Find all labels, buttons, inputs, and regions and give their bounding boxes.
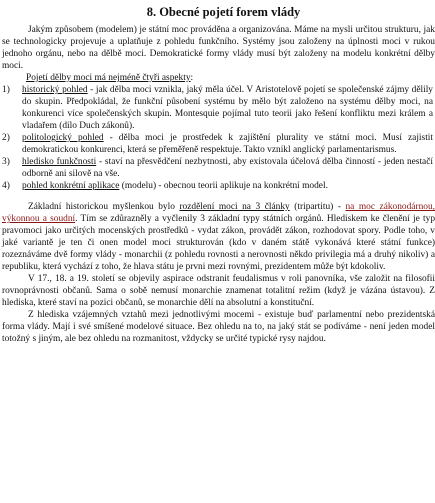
aspect-text: - staví na přesvědčení nezbytnosti, aby existovala účelová dělba činností - jeden nestačí odborně ani silově na vše. <box>22 157 433 179</box>
paragraph-spacer <box>0 192 435 201</box>
aspect-number: 3) <box>2 157 10 167</box>
page-title: 8. Obecné pojetí forem vlády <box>146 5 301 19</box>
basic-idea-highlight: na moc zákonodárnou, výkonnou a soudní <box>2 202 435 224</box>
aspects-subheading-text: Pojetí dělby moci má nejméně čtyři aspekty <box>26 73 191 83</box>
aspect-item <box>0 132 435 156</box>
basic-idea-rest: . Tím se zdůrazněly a vyčlenily 3 základní typy státních orgánů. Hlediskem ke členění je typ pravomoci jako určitých mocenských prostředků - vydat zákon, provádět zákon, rozhodovat spory. Podle toho, v jaké variantě je ten či onen model moci strukturován (kdo v daném státě vykonává které státní funkce) rozeznáváme dvě formy vlády - monarchii (z pohledu rovnosti a nerovnosti někdo privilegia má a druhý nikoliv) a republiku, která vychází z toho, že hlava státu je prvni mezi rovnými, prezidentem může být kdokoliv. <box>2 214 435 272</box>
intro-paragraph: Jakým způsobem (modelem) je státní moc prováděna a organizována. Máme na mysli určitou strukturu, jak se technologicky projevuje a uplatňuje z pohledu funkčního. Systémy jsou založeny na úplnosti moci v rukou jednoho orgánu, nebo na dělbě moci. Demokratické formy vlády musí být založeny na modelu konkrétní dělby moci. <box>2 25 435 71</box>
aspect-term: pohled konkrétní aplikace <box>22 181 120 191</box>
aspect-term: historický pohled <box>22 85 88 95</box>
aspect-term: hledisko funkčnosti <box>22 157 97 167</box>
aspect-number: 4) <box>2 181 10 191</box>
aspect-number: 1) <box>2 85 10 95</box>
aspect-item <box>0 84 435 132</box>
aspects-subheading <box>0 72 435 84</box>
aspect-number: 2) <box>2 133 10 143</box>
basic-idea-term: rozdělení moci na 3 články <box>179 202 290 212</box>
relations-paragraph: Z hlediska vzájemných vztahů mezi jednotlivými mocemi - existuje buď parlamentní nebo prezidentská forma vlády. Mají i své smíšené modelové situace. Bez ohledu na to, na jaký stát se podíváme - není jeden model totožný s jiným, ale bez ohledu na rozmanitost, vždycky se určité typické rysy najdou. <box>2 310 435 344</box>
history-paragraph: V 17., 18. a 19. století se objevily aspirace odstranit feudalismus v roli panovníka, vše založit na filosofii rovnoprávnosti občanů. Sama o sobě nemusí monarchie znamenat totalitní režim (když je vázána ústavou). Z hlediska, které staví na pozici občanů, se monarchie dělí na absolutní a konstituční. <box>2 274 435 308</box>
aspect-text: (modelu) - obecnou teorii aplikuje na konkrétní model. <box>119 181 328 191</box>
aspects-subheading-colon: : <box>190 73 194 83</box>
aspect-item <box>0 180 435 192</box>
aspect-item <box>0 156 435 180</box>
aspect-text: - dělba moci je prostředek k zajištění plurality ve státní moci. Musí zajistit demokratickou konkurenci, která se přeměřeně respektuje. Takto vznikl anglický parlamentarismus. <box>22 133 434 155</box>
basic-idea-lead: Základní historickou myšlenkou bylo <box>28 202 180 212</box>
aspect-text: - jak dělba moci vznikla, jaký měla účel. V Aristotelově pojetí se společenské zájmy dělily do skupin. Předpokládal, že funkční působení systému by mělo být založeno na systému dělby moci, na konkurenci více společenských skupin. Montesquie pojímal tuto teorii jako řešení konfliktu mezi králem a vladařem (dílo Duch zákonů). <box>22 85 433 131</box>
basic-idea-paragraph <box>0 201 435 273</box>
aspect-term: politologický pohled <box>22 133 104 143</box>
basic-idea-mid: (tripartitu) - <box>289 202 346 212</box>
